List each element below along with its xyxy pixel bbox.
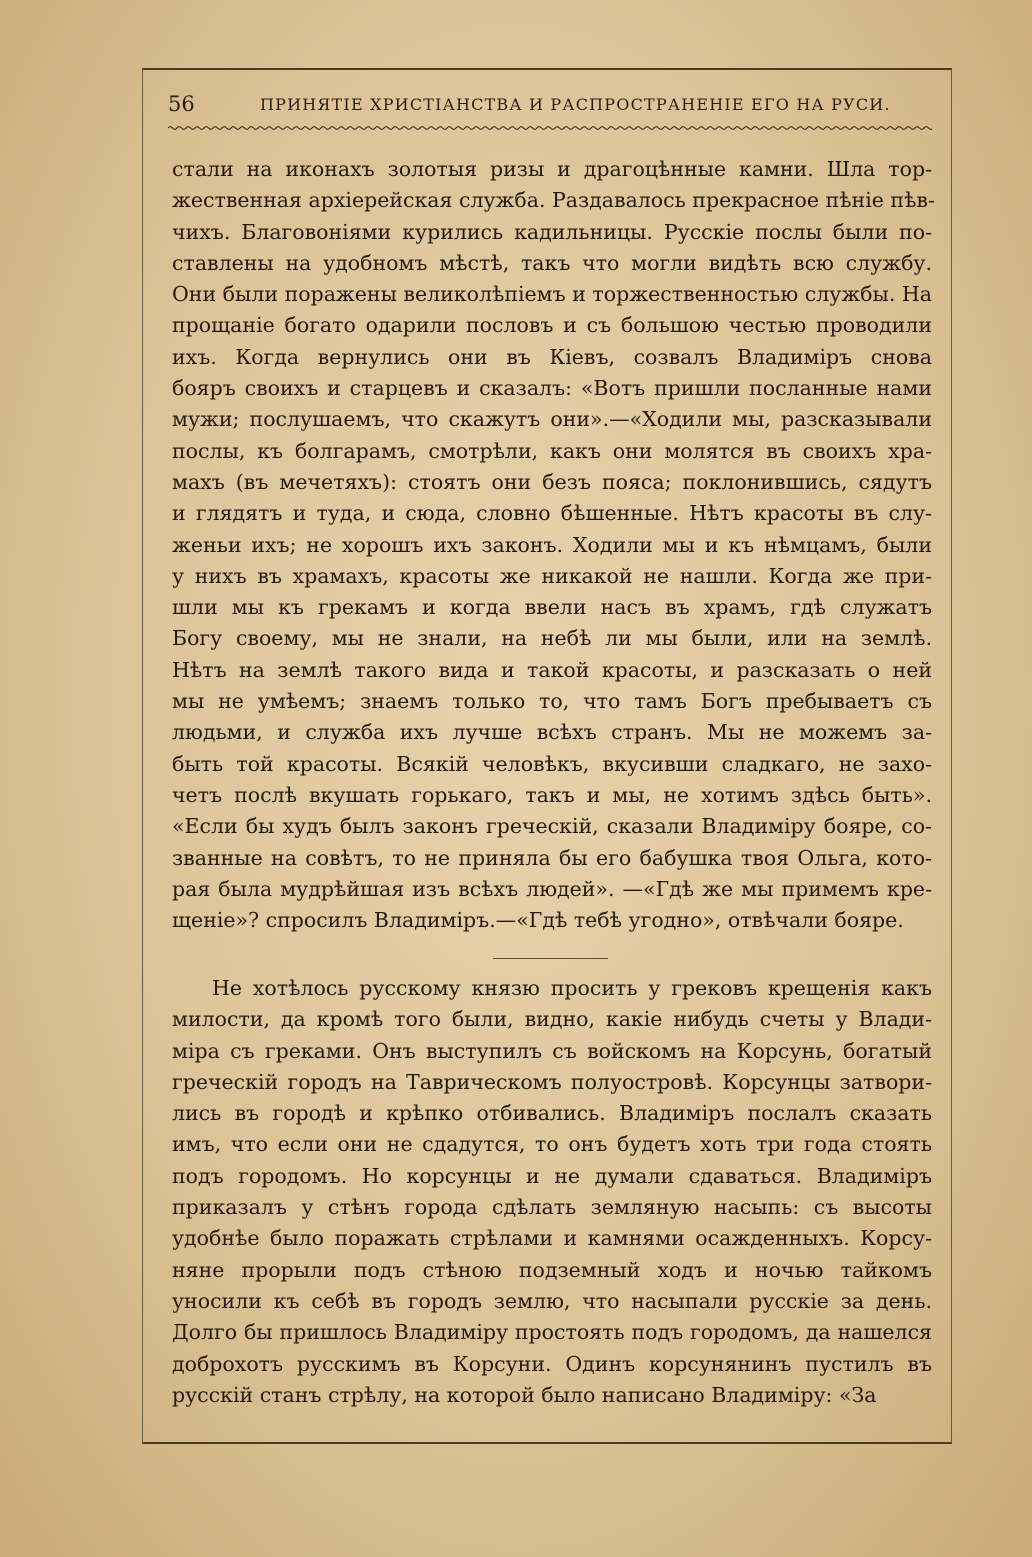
text-line: имъ, что если они не сдадутся, то онъ будетъ хоть три года стоять	[172, 1132, 932, 1157]
text-line: греческій городъ на Таврическомъ полуостровѣ. Корсунцы затвори-	[172, 1069, 932, 1094]
text-line: Они были поражены великолѣпіемъ и торжественностью службы. На	[172, 282, 932, 307]
text-line: міра съ греками. Онъ выступилъ съ войскомъ на Корсунь, богатый	[172, 1038, 932, 1063]
section-separator	[493, 958, 608, 959]
paragraph-1	[172, 154, 935, 936]
paragraph-2	[172, 973, 932, 1411]
text-line: ставлены на удобномъ мѣстѣ, такъ что могли видѣть всю службу.	[172, 250, 932, 275]
text-line: у нихъ въ храмахъ, красоты же никакой не нашли. Когда же при-	[172, 563, 932, 588]
text-line: удобнѣе было поражать стрѣлами и камнями осажденныхъ. Корсу-	[172, 1226, 932, 1251]
text-line: доброхотъ русскимъ въ Корсуни. Одинъ корсунянинъ пустилъ въ	[172, 1351, 932, 1376]
text-line: рая была мудрѣйшая изъ всѣхъ людей». —«Гдѣ же мы примемъ кре-	[172, 876, 932, 901]
text-line: людьми, и служба ихъ лучше всѣхъ странъ. Мы не можемъ за-	[172, 720, 932, 745]
text-line: Долго бы пришлось Владиміру простоять подъ городомъ, да нашелся	[172, 1320, 932, 1345]
text-line: махъ (въ мечетяхъ): стоятъ они безъ пояса; поклонившись, сядутъ	[172, 469, 932, 494]
text-line: женьи ихъ; не хорошъ ихъ законъ. Ходили мы и къ нѣмцамъ, были	[172, 532, 932, 557]
text-line: няне прорыли подъ стѣною подземный ходъ и ночью тайкомъ	[172, 1257, 932, 1282]
running-title: ПРИНЯТІЕ ХРИСТІАНСТВА И РАСПРОСТРАНЕНІЕ ЕГО НА РУСИ.	[260, 95, 891, 114]
text-line: послы, къ болгарамъ, смотрѣли, какъ они молятся въ своихъ хра-	[172, 438, 932, 463]
wavy-rule-ornament	[168, 122, 932, 134]
text-line: лись въ городѣ и крѣпко отбивались. Владиміръ послалъ сказать	[172, 1101, 932, 1126]
page-header	[168, 92, 932, 122]
text-line: ихъ. Когда вернулись они въ Кіевъ, созвалъ Владиміръ снова	[172, 344, 932, 369]
text-line: уносили къ себѣ въ городъ землю, что насыпали русскіе за день.	[172, 1288, 932, 1313]
text-line: стали на иконахъ золотыя ризы и драгоцѣнные камни. Шла тор-	[172, 157, 932, 181]
text-line: чихъ. Благовоніями курились кадильницы. Русскіе послы были по-	[172, 219, 932, 244]
text-line: бояръ своихъ и старцевъ и сказалъ: «Вотъ пришли посланные нами	[172, 376, 932, 401]
text-line: Богу своему, мы не знали, на небѣ ли мы были, или на землѣ.	[172, 626, 932, 651]
page-number: 56	[168, 92, 195, 116]
text-line: Не хотѣлось русскому князю просить у грековъ крещенія какъ	[212, 976, 932, 1000]
text-line: приказалъ у стѣнъ города сдѣлать земляную насыпь: съ высоты	[172, 1195, 932, 1220]
text-line: быть той красоты. Всякій человѣкъ, вкусивши сладкаго, не захо-	[172, 751, 932, 776]
text-line: мы не умѣемъ; знаемъ только то, что тамъ Богъ пребываетъ съ	[172, 689, 932, 714]
text-line: Нѣтъ на землѣ такого вида и такой красоты, и разсказать о ней	[172, 657, 932, 682]
text-line: русскій станъ стрѣлу, на которой было написано Владиміру: «За	[172, 1382, 877, 1407]
text-line: подъ городомъ. Но корсунцы и не думали сдаваться. Владиміръ	[172, 1163, 932, 1188]
text-line: званные на совѣтъ, то не приняла бы его бабушка твоя Ольга, кото-	[172, 845, 932, 870]
text-line: жественная архіерейская служба. Раздавалось прекрасное пѣніе пѣв-	[172, 188, 935, 213]
text-line: «Если бы худъ былъ законъ греческій, сказали Владиміру бояре, со-	[172, 814, 932, 839]
text-line: щеніе»? спросилъ Владиміръ.—«Гдѣ тебѣ угодно», отвѣчали бояре.	[172, 908, 904, 933]
text-line: прощаніе богато одарили пословъ и съ большою честью проводили	[172, 313, 932, 338]
text-line: милости, да кромѣ того были, видно, какіе нибудь счеты у Влади-	[172, 1007, 932, 1032]
text-line: и глядятъ и туда, и сюда, словно бѣшенные. Нѣтъ красоты въ слу-	[172, 501, 932, 526]
text-line: шли мы къ грекамъ и когда ввели насъ въ храмъ, гдѣ служатъ	[172, 595, 932, 620]
text-line: четъ послѣ вкушать горькаго, такъ и мы, не хотимъ здѣсь быть».	[172, 782, 932, 807]
text-line: мужи; послушаемъ, что скажутъ они».—«Ходили мы, разсказывали	[172, 407, 932, 432]
